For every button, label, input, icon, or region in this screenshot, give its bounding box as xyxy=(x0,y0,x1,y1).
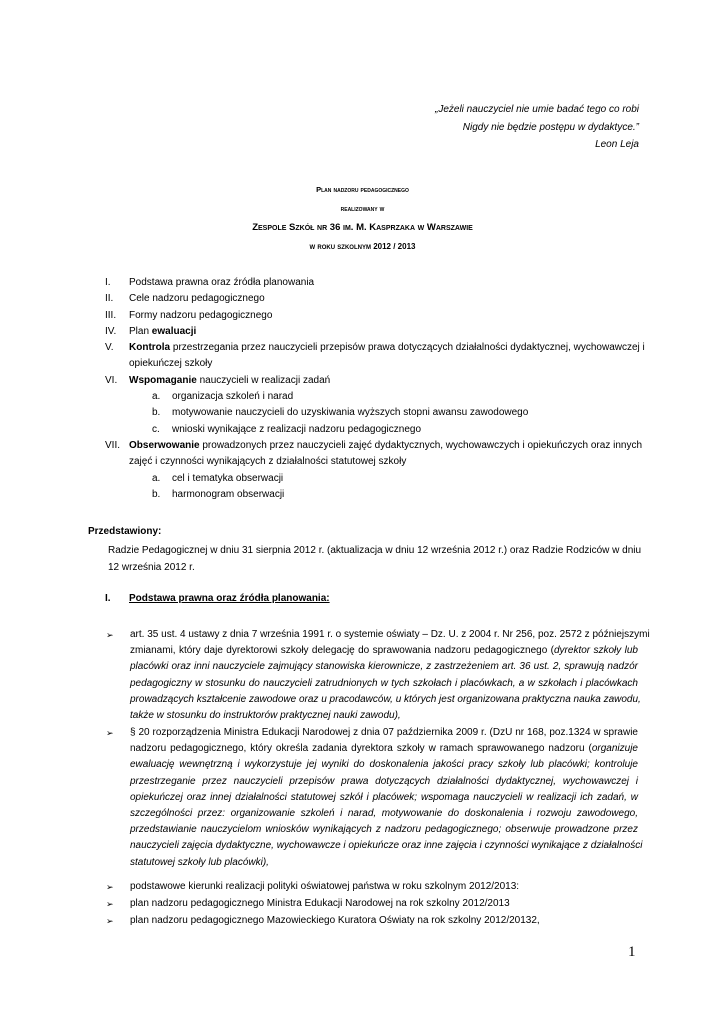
toc-subtext: motywowanie nauczycieli do uzyskiwania wyższych stopni awansu zawodowego xyxy=(172,407,529,419)
toc-item xyxy=(105,324,650,340)
title-year-prefix: w roku szkolnym xyxy=(309,242,371,251)
arrow-bullet-icon: ➢ xyxy=(106,630,114,640)
epigraph-quote xyxy=(279,101,639,154)
bullet-line: nauczycieli zajęcia dydaktyczne, wychowawcze i opiekuńcze oraz inne zajęcia i czynności wynikające z działalności xyxy=(130,840,643,852)
bullet-line: plan nadzoru pedagogicznego Mazowieckiego Kuratora Oświaty na rok szkolny 2012/20132, xyxy=(130,915,540,926)
toc-subtext: wnioski wynikające z realizacji nadzoru pedagogicznego xyxy=(172,423,422,435)
page-number: 1 xyxy=(628,944,636,960)
section-heading xyxy=(105,593,330,604)
toc-letter: b. xyxy=(152,488,161,500)
bullet-line: podstawowe kierunki realizacji polityki oświatowej państwa w roku szkolnym 2012/2013: xyxy=(130,881,520,892)
presented-text xyxy=(108,542,642,576)
toc-bold: ewaluacji xyxy=(151,325,197,337)
quote-line: Nigdy nie będzie postępu w dydaktyce.” xyxy=(462,121,639,133)
toc-number: I. xyxy=(105,277,111,288)
toc-bold: Obserwowanie xyxy=(129,439,200,451)
title-line-2: realizowany w xyxy=(340,204,385,213)
toc-letter: a. xyxy=(152,391,161,403)
toc-text: Cele nadzoru pedagogicznego xyxy=(129,293,265,305)
arrow-bullet-icon: ➢ xyxy=(106,882,114,892)
toc-subitem xyxy=(105,422,650,438)
toc-item xyxy=(105,275,650,291)
bullet-line: plan nadzoru pedagogicznego Ministra Edukacji Narodowej na rok szkolny 2012/2013 xyxy=(130,898,510,909)
bullet-line: placówki oraz inni nauczyciele zajmujący stanowiska kierownicze, z zastrzeżeniem art. 36 ust. 2, sprawują nadzór xyxy=(130,661,638,673)
bullet-line: przestrzeganie przez nauczycieli przepisów prawa dotyczących działalności dydaktycznej, wychowawczej i xyxy=(130,775,638,787)
bullet-line: § 20 rozporządzenia Ministra Edukacji Narodowej z dnia 07 października 2009 r. (DzU nr 168, poz.1324 w sprawie xyxy=(130,727,638,738)
toc-number: VII. xyxy=(105,439,121,451)
toc-number: IV. xyxy=(105,325,117,337)
quote-author: Leon Leja xyxy=(595,139,639,150)
toc-text: nauczycieli w realizacji zadań xyxy=(199,374,331,386)
arrow-bullet-icon: ➢ xyxy=(106,728,114,738)
toc-bold: Kontrola xyxy=(129,342,171,354)
toc-number: II. xyxy=(105,293,114,305)
toc-item xyxy=(105,308,650,324)
toc-subtext: harmonogram obserwacji xyxy=(172,488,285,500)
toc-continuation: opiekuńczej szkoły xyxy=(129,358,213,370)
toc-continuation: zajęć i czynności wynikających z działalności statutowej szkoły xyxy=(129,456,407,468)
bullet-item xyxy=(108,913,638,929)
toc-item xyxy=(105,340,650,356)
toc-number: V. xyxy=(105,342,114,354)
bullet-line: przedstawianie nauczycielom wniosków wynikających z nadzoru pedagogicznego; obserwuje prowadzone przez xyxy=(130,824,638,836)
quote-line: „Jeżeli nauczyciel nie umie badać tego co robi xyxy=(435,104,639,115)
toc-subtext: cel i tematyka obserwacji xyxy=(172,472,284,484)
toc-letter: b. xyxy=(152,407,161,419)
toc-subtext: organizacja szkoleń i narad xyxy=(172,391,294,403)
bullet-item xyxy=(106,627,650,724)
toc-text: przestrzegania przez nauczycieli przepisów prawa dotyczących działalności dydaktycznej, wychowawczej i xyxy=(172,342,645,354)
toc-subitem xyxy=(105,471,650,487)
toc-number: VI. xyxy=(105,374,118,386)
toc-item xyxy=(105,291,650,307)
title-line-1: Plan nadzoru pedagogicznego xyxy=(316,185,409,194)
title-line-3: Zespole Szkół nr 36 im. M. Kasprzaka w Warszawie xyxy=(252,222,473,233)
title-line-4 xyxy=(0,242,725,251)
toc-letter: c. xyxy=(152,423,160,435)
toc-subitem xyxy=(105,389,650,405)
toc-item xyxy=(105,373,650,389)
title-year: 2012 / 2013 xyxy=(373,242,416,251)
arrow-bullet-icon: ➢ xyxy=(106,916,114,926)
toc-item xyxy=(105,438,650,454)
bullet-line: statutowej szkoły lub placówki), xyxy=(130,856,269,868)
toc-letter: a. xyxy=(152,472,161,484)
toc-text: Podstawa prawna oraz źródła planowania xyxy=(129,277,315,288)
presented-line: Radzie Pedagogicznej w dniu 31 sierpnia 2012 r. (aktualizacja w dniu 12 września 2012 r.) oraz Radzie Rodziców w dniu xyxy=(108,545,642,556)
toc-text: Plan xyxy=(129,325,150,337)
section-title: Podstawa prawna oraz źródła planowania: xyxy=(129,593,330,604)
bullet-line: prowadzących kształcenie zawodowe oraz u pracodawców, u których jest organizowana praktyczna nauka zawodu, xyxy=(130,693,641,705)
presented-line: 12 września 2012 r. xyxy=(108,562,195,573)
toc-text: prowadzonych przez nauczycieli zajęć dydaktycznych, wychowawczych i opiekuńczych oraz innych xyxy=(202,439,643,451)
bullet-item xyxy=(108,879,638,895)
bullet-item xyxy=(106,725,643,871)
toc-number: III. xyxy=(105,309,117,321)
presented-heading: Przedstawiony: xyxy=(88,526,162,537)
section-number: I. xyxy=(105,593,111,604)
bullet-item xyxy=(108,896,638,912)
bullet-line: opiekuńczej oraz innej działalności statutowej szkół i placówek; wspomaga nauczycieli w realizacji ich zadań, w xyxy=(130,791,638,803)
bullet-line: zmianami, który daje dyrektorowi szkoły delegację do sprawowania nadzoru pedagogicznego (dyrektor szkoły lub xyxy=(130,645,638,657)
bullet-line: szczególności przez: organizowanie szkoleń i narad, motywowanie do doskonalenia i rozwoju zawodowego, xyxy=(130,808,638,820)
toc-text: Formy nadzoru pedagogicznego xyxy=(129,309,273,321)
bullet-line: także w stosunku do instruktorów praktycznej nauki zawodu), xyxy=(130,710,401,722)
table-of-contents xyxy=(105,275,650,503)
toc-subitem xyxy=(105,487,650,503)
arrow-bullet-icon: ➢ xyxy=(106,899,114,909)
bullet-line: ewaluację wewnętrzną i wykorzystuje jej wyniki do doskonalenia jakości pracy szkoły lub placówki; kontroluje xyxy=(130,759,638,771)
bullet-line: nadzoru pedagogicznego, który określa zadania dyrektora szkoły w ramach sprawowanego nadzoru (organizuje xyxy=(130,743,638,755)
toc-subitem xyxy=(105,405,650,421)
bullet-line: art. 35 ust. 4 ustawy z dnia 7 września 1991 r. o systemie oświaty – Dz. U. z 2004 r. Nr 256, poz. 2572 z późniejszymi xyxy=(130,629,650,640)
toc-bold: Wspomaganie xyxy=(129,374,197,386)
bullet-line: pedagogiczny w stosunku do nauczycieli zatrudnionych w tych szkołach i placówkach, a w szkołach i placówkach xyxy=(130,677,638,689)
